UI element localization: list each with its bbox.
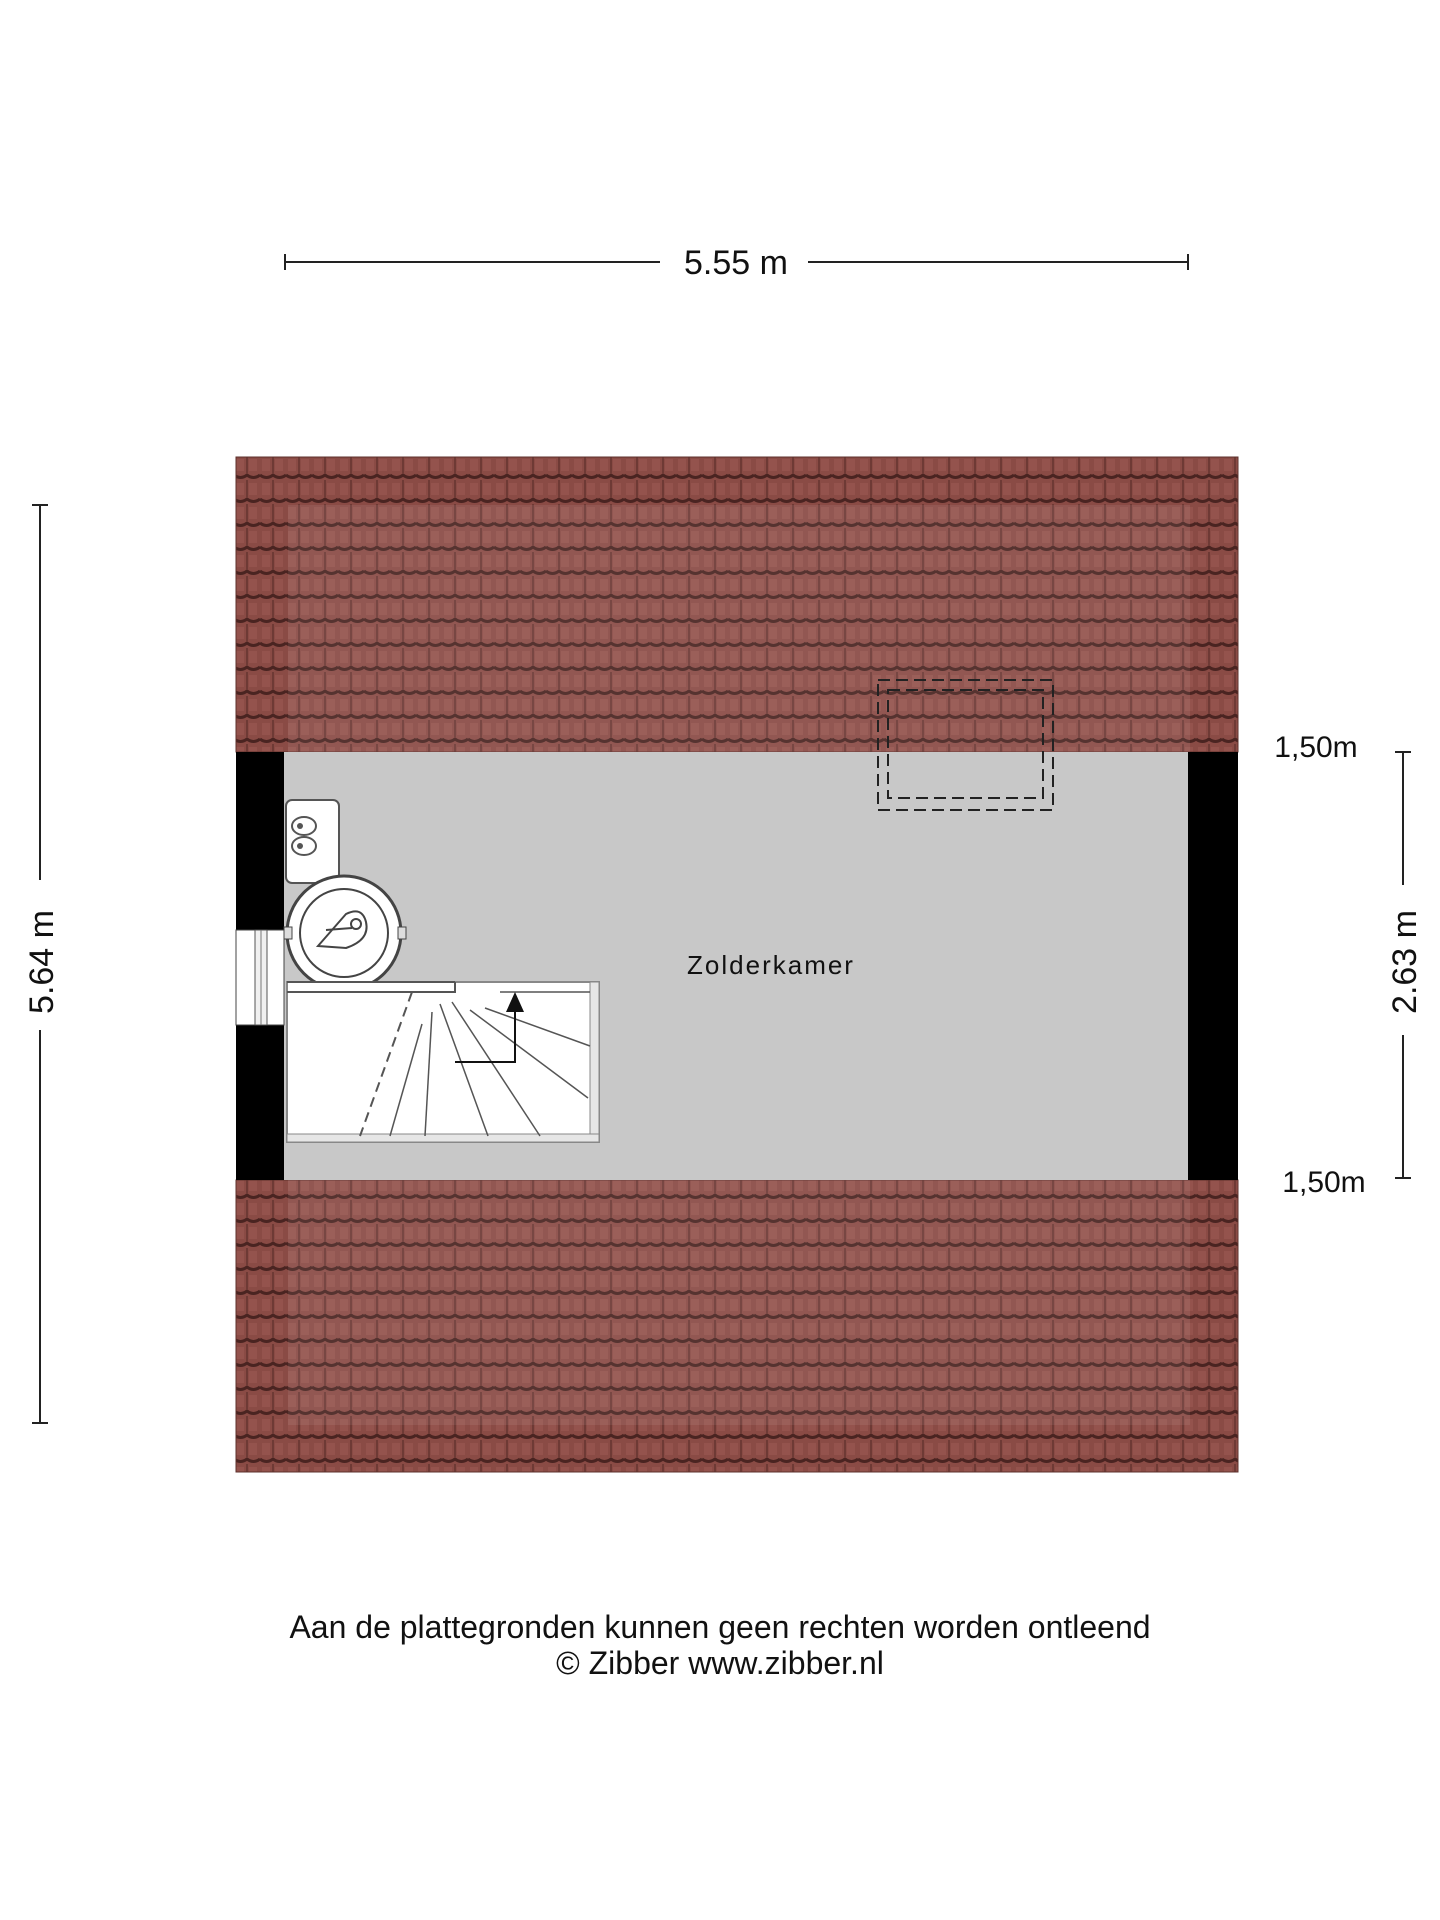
staircase (287, 982, 599, 1142)
roof-bottom (236, 1180, 1238, 1472)
depth-dimension (23, 505, 61, 1423)
room-width-label: 2.63 m (1386, 910, 1424, 1014)
room-width-dimension (1386, 752, 1424, 1178)
depth-label: 5.64 m (23, 910, 61, 1014)
window (236, 930, 284, 1025)
knee-wall-bottom-label: 1,50m (1282, 1166, 1366, 1199)
width-dimension (285, 244, 1188, 282)
sink (286, 800, 339, 883)
room-label-zolderkamer: Zolderkamer (687, 950, 855, 980)
width-label: 5.55 m (684, 244, 788, 282)
left-wall-upper (236, 752, 284, 930)
footer-disclaimer: Aan de plattegronden kunnen geen rechten worden ontleend (289, 1609, 1151, 1645)
roof-top (236, 457, 1238, 752)
footer-copyright: © Zibber www.zibber.nl (556, 1645, 884, 1681)
left-wall-lower (236, 1025, 284, 1180)
knee-wall-top-label: 1,50m (1274, 731, 1358, 764)
right-wall (1188, 752, 1238, 1180)
